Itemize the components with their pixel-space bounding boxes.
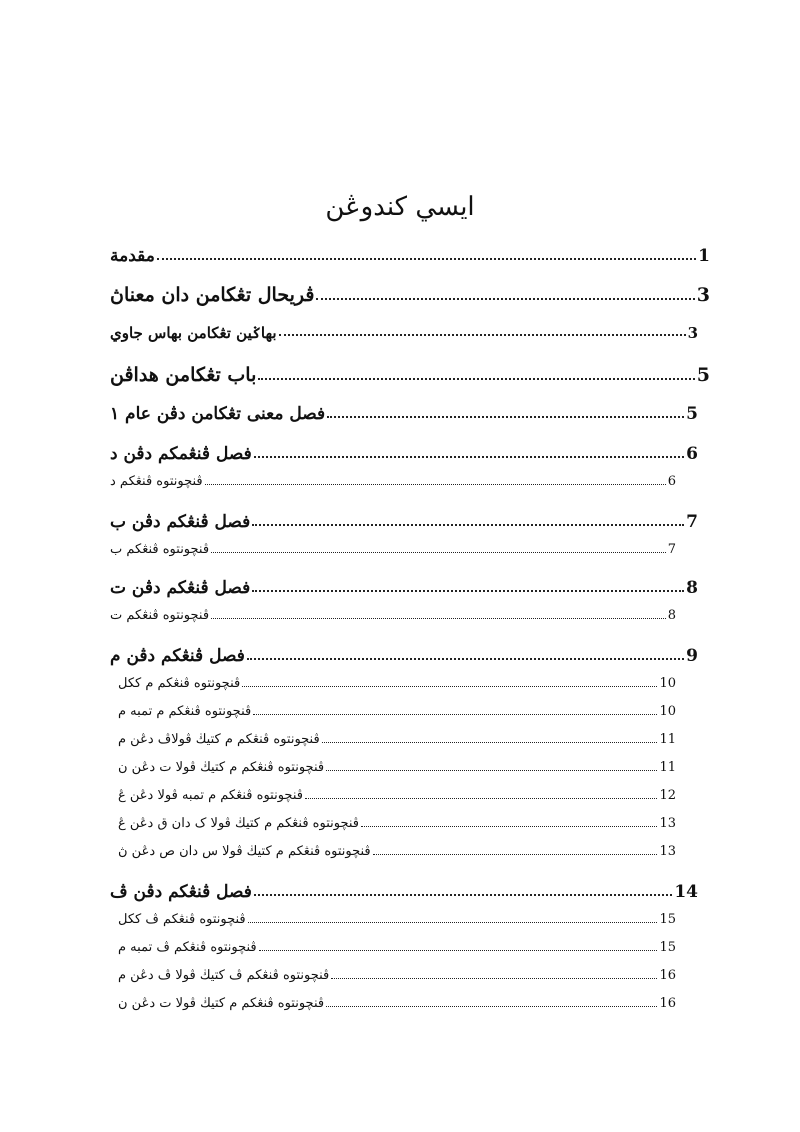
toc-entry-page: 1 [698,246,710,266]
toc-entry[interactable] [116,788,676,803]
dot-leader [252,524,684,526]
dot-leader [252,590,684,592]
dot-leader [327,416,684,418]
toc-entry-label: مقدمة [110,246,155,266]
toc-entry-page: 12 [659,788,676,803]
toc-entry-label: ڤنچونتوه ڤنڠكم م كتيڬ ڤولاڤ دڠن م [118,732,320,747]
toc-entry-label: ڤنچونتوه ڤنڠكم م كتيڬ ڤولا ت دڠن ن [118,996,325,1011]
dot-leader [248,922,658,923]
toc-entry[interactable] [108,324,698,342]
toc-entry-label: فصل ڤنڠكم دڤن ب [110,512,251,532]
toc-entry-label: باب تڠكامن هداڤن [110,364,257,386]
toc-entry[interactable] [116,940,676,955]
toc-entry-page: 3 [696,284,710,306]
dot-leader [259,950,658,951]
dot-leader [242,686,657,687]
toc-entry-page: 15 [659,940,676,955]
toc-entry-page: 10 [659,704,676,719]
toc-entry-page: 13 [659,844,676,859]
toc-entry[interactable] [116,676,676,691]
dot-leader [331,978,657,979]
toc-entry[interactable] [108,512,698,532]
toc-entry[interactable] [116,996,676,1011]
dot-leader [322,742,658,743]
dot-leader [326,770,657,771]
toc-entry[interactable] [108,444,698,464]
toc-entry[interactable] [108,882,698,902]
toc-entry-page: 11 [659,760,676,775]
toc-entry-label: ڤنچونتوه ڤنڠكم ڤ كتيڬ ڤولا ڤ دڠن م [118,968,330,983]
toc-entry-page: 11 [659,732,676,747]
toc-entry[interactable] [116,760,676,775]
toc-entry-label: ڤنچونتوه ڤنڠكم ب [110,542,210,557]
toc-entry-label: ڤنچونتوه ڤنڠكم م كتيڬ ڤولا ت دڠن ن [118,760,325,775]
dot-leader [326,1006,657,1007]
toc-entry-label: ڤنچونتوه ڤنڠكم ڤ ككل [118,912,246,927]
toc-entry[interactable] [116,732,676,747]
toc-entry[interactable] [108,474,676,489]
toc-entry-page: 9 [686,646,698,666]
dot-leader [211,552,666,553]
toc-entry-page: 5 [696,364,710,386]
toc-entry[interactable] [116,844,676,859]
toc-entry-page: 13 [659,816,676,831]
toc-entry-label: ڤنچونتوه ڤنڠكم م كتيڬ ڤولا س دان ص دڠن ڽ [118,844,371,859]
dot-leader [258,378,694,380]
toc-entry-label: فصل ڤنڠكم دڤن م [110,646,245,666]
dot-leader [361,826,657,827]
dot-leader [157,258,696,260]
toc-entry-label: ڤريحال تڠكامن دان معناڽ [110,284,315,306]
toc-entry[interactable] [108,608,676,623]
toc-entry-page: 16 [659,968,676,983]
toc-entry-page: 8 [667,608,676,623]
toc-entry[interactable] [108,246,710,266]
toc-entry-label: ڤنچونتوه ڤنڠكم م ككل [118,676,241,691]
toc-entry-page: 3 [687,324,698,342]
toc-entry-page: 15 [659,912,676,927]
toc-entry-page: 7 [686,512,698,532]
toc-entry[interactable] [116,816,676,831]
toc-entry[interactable] [108,578,698,598]
toc-entry-label: فصل ڤنڠكم دڤن ڤ [110,882,252,902]
toc-entry-label: ڤنچونتوه ڤنڠكم م كتيڬ ڤولا ک دان ق دڠن ڠ [118,816,359,831]
toc-entry[interactable] [116,912,676,927]
dot-leader [373,854,658,855]
toc-entry-label: فصل ڤنڠكم دڤن ت [110,578,251,598]
toc-entry-page: 14 [674,882,698,902]
toc-entry-page: 16 [659,996,676,1011]
toc-entry-page: 7 [667,542,676,557]
dot-leader [211,618,666,619]
dot-leader [279,334,686,336]
toc-entry-page: 8 [686,578,698,598]
toc-entry-page: 6 [667,474,676,489]
toc-entry-label: ڤنچونتوه ڤنڠكم د [110,474,203,489]
toc-entry-page: 5 [686,404,698,424]
page-title: ايسي كندوڠن [325,192,475,222]
dot-leader [247,658,684,660]
toc-entry[interactable] [108,284,710,306]
toc-entry[interactable] [108,364,710,386]
dot-leader [253,714,657,715]
toc-entry-label: فصل معنى تڠكامن دڤن عام ١ [110,404,326,424]
toc-entry[interactable] [116,968,676,983]
dot-leader [254,456,684,458]
dot-leader [254,894,672,896]
toc-entry-label: ڤنچونتوه ڤنڠكم ڤ تمبه م [118,940,257,955]
toc-entry[interactable] [108,646,698,666]
toc-entry-label: فصل ڤنڠمكم دڤن د [110,444,252,464]
toc-entry-label: ڤنچونتوه ڤنڠكم ت [110,608,210,623]
toc-entry-label: ڤنچونتوه ڤنڠكم م تمبه م [118,704,252,719]
dot-leader [205,484,666,485]
toc-entry-page: 6 [686,444,698,464]
toc-entry-label: ڤنچونتوه ڤنڠكم م تمبه ڤولا دڠن ڠ [118,788,303,803]
toc-entry[interactable] [116,704,676,719]
dot-leader [316,298,694,300]
toc-entry[interactable] [108,542,676,557]
toc-entry-label: بهاݢين تڠكامن بهاس جاوي [110,324,277,342]
toc-entry-page: 10 [659,676,676,691]
toc-entry[interactable] [108,404,698,424]
dot-leader [305,798,657,799]
